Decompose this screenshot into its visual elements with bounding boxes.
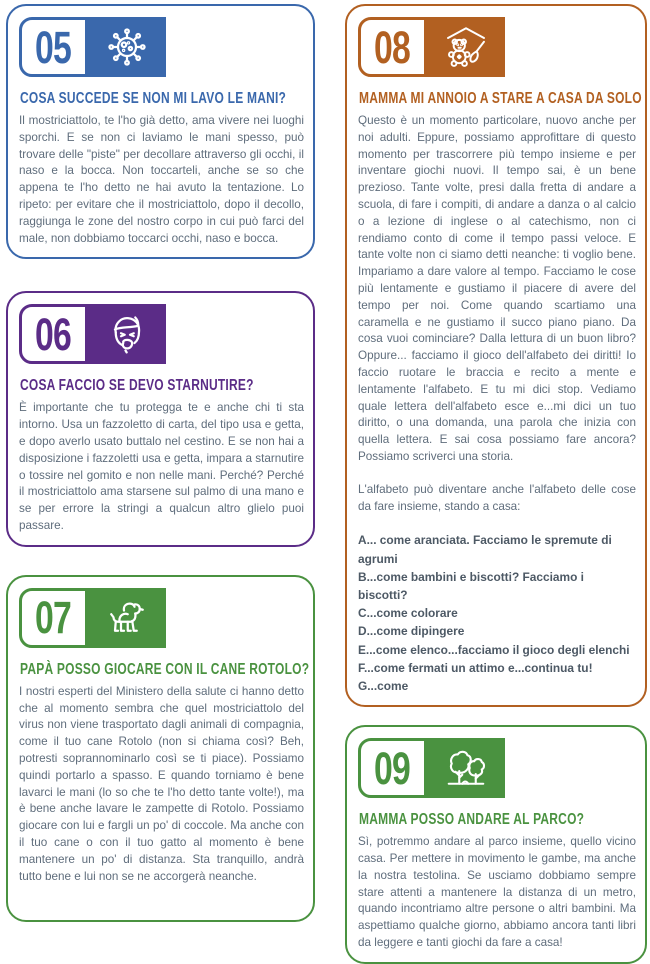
alphabet-item: C...come colorare xyxy=(358,606,458,621)
card-body: Sì, potremmo andare al parco insieme, quello vicino casa. Per mettere in movimento le gambe, ma anche la nostra testolina. Se usciamo dobbiamo sempre stare attenti a mantenere la distanza di un metro, quando incontriamo altre persone o altri bambini. Ma aspettiamo qualche giorno, abbiamo ancora tanti libri da leggere e tanti giochi da fare a casa! xyxy=(358,835,636,949)
card-09-number-badge xyxy=(358,738,505,798)
right-column xyxy=(345,4,647,964)
card-05-number-box xyxy=(19,17,88,77)
card-body: Questo è un momento particolare, nuovo anche per noi adulti. Eppure, possiamo approfittare di questo momento per trascorrere più tempo insieme e per inventare giochi nuovi. Il tempo sai, è un bene prezioso. Tante volte, presi dalla fretta di andare a scuola, di fare i compiti, di andare a danza o al calcio o a lezione di inglese o al catechismo, non ci rendiamo conto di come il tempo passi veloce. E tante volte non ci siamo detti neanche: ti voglio bene. Impariamo a dare valore al tempo. Facciamo le cose più lentamente e gustiamo il piacere di avere del tempo per noi. Come quando scartiamo una caramella e ne gustiamo il succo piano piano. Da cosa vuoi cominciare? Dalla lettura di un buon libro? Oppure... facciamo il gioco dell'alfabeto dei diritti! Io faccio ruotare le braccia e recito a mente e lentamente l'alfabeto. E tu mi dici stop. Vediamo quale lettera dell'alfabeto esce e...mi dici un tuo diritto, o una domanda, una parola che inizia con quella lettera. E sai cosa possiamo fare ancora? Possiamo scriverci una storia. xyxy=(358,114,636,463)
teddy-bear-paintbrush-icon xyxy=(427,17,505,77)
alphabet-item: G...come xyxy=(358,678,409,693)
card-05-number-badge xyxy=(19,17,166,77)
card-number: 08 xyxy=(374,21,411,73)
alphabet-item: D...come dipingere xyxy=(358,624,465,639)
guide-dog-icon xyxy=(88,588,166,648)
card-title: COSA SUCCEDE SE NON MI LAVO LE MANI? xyxy=(20,90,287,107)
card-05 xyxy=(6,4,315,259)
left-column xyxy=(6,4,315,964)
card-07 xyxy=(6,575,315,922)
alphabet-list xyxy=(358,531,636,695)
park-trees-icon xyxy=(427,738,505,798)
card-title: COSA FACCIO SE DEVO STARNUTIRE? xyxy=(20,377,254,395)
card-number: 05 xyxy=(35,21,72,73)
card-number: 07 xyxy=(35,592,72,644)
card-06-number-badge xyxy=(19,304,166,364)
card-09-number-box xyxy=(358,738,427,798)
card-title: MAMMA POSSO ANDARE AL PARCO? xyxy=(359,811,585,829)
card-06 xyxy=(6,291,315,546)
card-title: PAPÀ POSSO GIOCARE CON IL CANE ROTOLO? xyxy=(20,660,310,678)
card-08-number-box xyxy=(358,17,427,77)
card-number: 06 xyxy=(35,308,72,360)
card-number: 09 xyxy=(374,742,411,794)
alphabet-item: E...come elenco...facciamo il gioco degli elenchi xyxy=(358,642,630,657)
virus-icon xyxy=(88,17,166,77)
card-08-number-badge xyxy=(358,17,505,77)
alphabet-item: B...come bambini e biscotti? Facciamo i biscotti? xyxy=(358,569,584,602)
card-body: È importante che tu protegga te e anche chi ti sta intorno. Usa un fazzoletto di carta, del tipo usa e getta, e dopo averlo usato buttalo nel cestino. E se non hai a disposizione i fazzoletti usa e getta, impara a starnutire o tossire nel gomito e non nelle mani. Perché? Perché il mostriciattolo ama starsene sul palmo di una mano e se per errore la stringi a qualcun altro glielo puoi passare. xyxy=(19,401,304,532)
sneezing-face-icon xyxy=(88,304,166,364)
alphabet-item: A... come aranciata. Facciamo le spremute di agrumi xyxy=(358,533,612,566)
card-09 xyxy=(345,725,647,964)
alphabet-item: F...come fermati un attimo e...continua tu! xyxy=(358,660,593,675)
card-body: Il mostriciattolo, te l'ho già detto, ama vivere nei luoghi sporchi. E se non ci laviamo le mani spesso, può trovare delle "piste" per decollare attraverso gli occhi, il naso e la bocca. Non toccarteli, anche se so che appena te l'ho detto ne hai avuto la tentazione. Lo ripeto: per evitare che il mostriciattolo, dopo il decollo, raggiunga le zone del nostro corpo in cui può farci del male, non dobbiamo toccarci occhi, naso e bocca. xyxy=(19,114,304,245)
card-body-intro-list: L'alfabeto può diventare anche l'alfabeto delle cose da fare insieme, stando a casa: xyxy=(358,482,636,513)
card-title: MAMMA MI ANNOIO A STARE A CASA DA SOLO xyxy=(359,90,642,107)
card-07-number-badge xyxy=(19,588,166,648)
card-07-number-box xyxy=(19,588,88,648)
card-body: I nostri esperti del Ministero della salute ci hanno detto che al momento sembra che quel mostriciattolo del virus non viene trasportato dagli animali di compagnia, come il tuo cane Rotolo (non si chiama così? Beh, potresti soprannominarlo così se ti piace). Possiamo quindi portarlo a spasso. E quando torniamo è bene lavarci le mani (lo so che te l'ho detto tante volte!), ma è bene anche lavare le zampette di Rotolo. Possiamo giocare con lui e fargli un po' di coccole. Ma anche con il tuo cane o con il tuo gatto al momento è bene mantenere un po' di distanza. Sta tranquillo, andrà tutto bene e lui non se ne accorgerà neanche. xyxy=(19,684,304,883)
card-06-number-box xyxy=(19,304,88,364)
card-08 xyxy=(345,4,647,707)
